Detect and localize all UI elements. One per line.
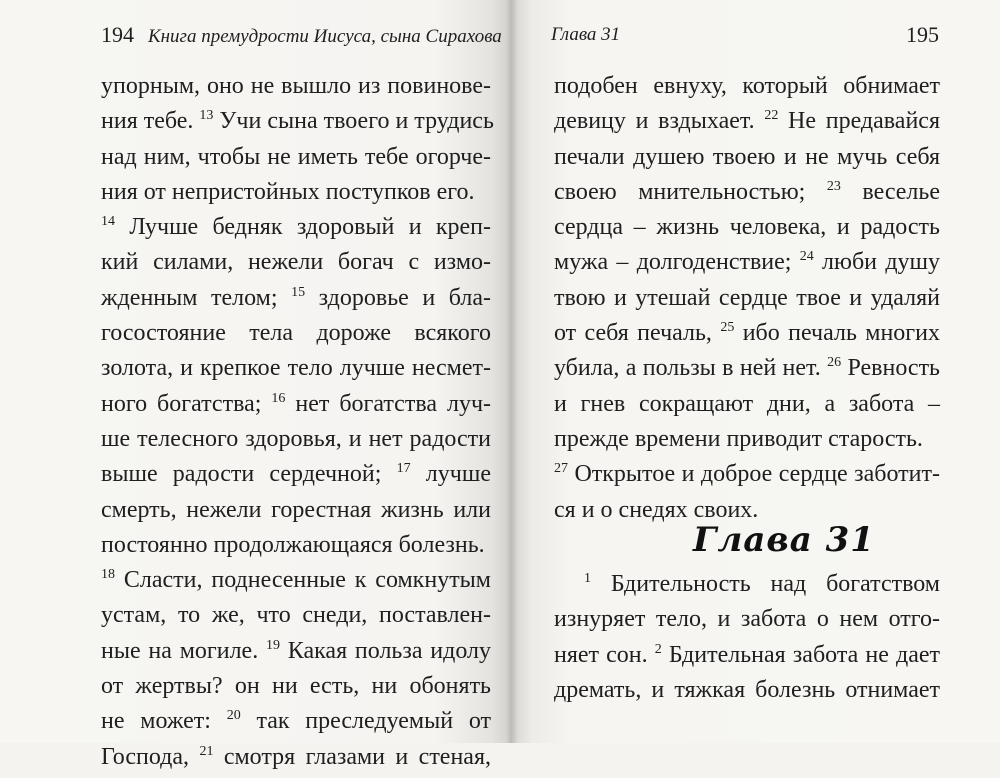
text-span: Сласти, поднесенные к сомкнутым xyxy=(115,567,491,594)
text-span: Бдительная забота не дает xyxy=(661,641,940,668)
text-line xyxy=(101,210,491,245)
text-line xyxy=(101,175,491,210)
right-page-number: 195 xyxy=(906,22,939,47)
text-line xyxy=(101,704,491,739)
text-line xyxy=(101,563,491,598)
text-span: мужа – долгоденствие; xyxy=(554,249,800,276)
verse-number: 22 xyxy=(764,108,779,124)
text-line xyxy=(554,567,940,602)
verse-number: 2 xyxy=(654,641,662,657)
text-line xyxy=(101,69,491,104)
text-line xyxy=(554,210,940,245)
verse-number: 25 xyxy=(720,320,735,336)
text-span: смотря глазами и стеная, xyxy=(213,743,491,770)
text-line xyxy=(554,175,940,210)
text-span: ния тебе. xyxy=(101,108,200,135)
text-line xyxy=(101,351,491,386)
text-span: Ревность xyxy=(841,355,940,382)
text-span: Какая польза идолу xyxy=(280,637,491,664)
left-page-header xyxy=(101,22,502,48)
text-line xyxy=(554,351,940,386)
verse-number: 23 xyxy=(826,178,841,194)
verse-number: 1 xyxy=(584,571,591,586)
verse-number: 21 xyxy=(199,743,214,759)
text-span: смерть, нежели горестная жизнь или xyxy=(101,496,491,523)
text-span: ибо печаль многих xyxy=(734,320,940,347)
text-span: от себя печаль, xyxy=(554,320,721,347)
text-span: Бдительность над богатством xyxy=(591,571,940,597)
verse-number: 14 xyxy=(101,214,115,230)
text-span: ше телесного здоровья, и нет радости xyxy=(101,425,491,452)
text-line xyxy=(101,422,491,457)
text-span: не может: xyxy=(101,708,227,735)
text-span: лучше xyxy=(410,461,491,488)
verse-number: 15 xyxy=(291,284,306,300)
text-line xyxy=(101,316,491,351)
text-span: госостояние тела дороже всякого xyxy=(101,320,491,347)
text-line xyxy=(101,740,491,775)
verse-number: 24 xyxy=(799,249,814,265)
text-line xyxy=(101,281,491,316)
text-span: и гнев сокращают дни, а забота – xyxy=(554,390,940,417)
text-span: упорным, оно не вышло из повинове- xyxy=(101,73,491,99)
text-span: прежде времени приводит старость. xyxy=(554,425,923,452)
text-line xyxy=(101,245,491,280)
text-span: убила, а пользы в ней нет. xyxy=(554,355,828,382)
text-line xyxy=(554,422,940,457)
right-running-title: Глава 31 xyxy=(551,24,621,45)
text-line xyxy=(554,457,940,492)
text-span: подобен евнуху, который обнимает xyxy=(554,73,940,99)
text-span: золота, и крепкое тело лучше несмет- xyxy=(101,355,491,382)
text-span: твою и утешай сердце твое и удаляй xyxy=(554,284,940,311)
verse-number: 27 xyxy=(554,461,568,477)
text-line xyxy=(554,245,940,280)
text-line xyxy=(554,387,940,422)
text-span: ся и о снедях своих. xyxy=(554,496,759,523)
text-line xyxy=(101,634,491,669)
text-span: нет богатства луч- xyxy=(285,390,492,417)
text-span: дремать, и тяжкая болезнь отнимает xyxy=(554,676,940,703)
text-span: так преследуемый от xyxy=(240,708,491,735)
text-span: выше радости сердечной; xyxy=(101,461,397,488)
chapter-text xyxy=(554,567,940,708)
text-span: Не предавайся xyxy=(778,108,940,135)
text-span: люби душу xyxy=(813,249,941,276)
text-span: ные на могиле. xyxy=(101,637,266,664)
text-span: Открытое и доброе сердце заботит- xyxy=(568,461,940,488)
text-span: устам, то же, что снеди, поставлен- xyxy=(101,602,491,629)
text-span: Лучше бедняк здоровый и креп- xyxy=(115,214,491,241)
text-span: ного богатства; xyxy=(101,390,272,417)
text-line xyxy=(101,457,491,492)
text-span: печали душею твоею и не мучь себя xyxy=(554,143,940,170)
text-line xyxy=(101,528,491,563)
text-span: жденным телом; xyxy=(101,284,292,311)
text-span: своею мнительностью; xyxy=(554,178,827,205)
text-span: веселье xyxy=(840,178,940,205)
text-line xyxy=(101,140,491,175)
text-span: ния от непристойных поступков его. xyxy=(101,178,475,205)
chapter-heading: Глава 31 xyxy=(693,520,875,560)
text-span: над ним, чтобы не иметь тебе огорче- xyxy=(101,143,491,170)
text-span: Господа, xyxy=(101,743,200,770)
text-line xyxy=(101,669,491,704)
text-line xyxy=(101,387,491,422)
left-page-text xyxy=(101,69,494,775)
verse-number: 18 xyxy=(101,567,115,583)
left-running-title: Книга премудрости Иисуса, сына Сирахова xyxy=(148,26,502,47)
verse-number: 17 xyxy=(396,461,411,477)
verse-number: 16 xyxy=(271,390,286,406)
verse-number: 19 xyxy=(266,637,280,653)
text-span: изнуряет тело, и забота о нем отго- xyxy=(554,606,940,633)
text-line xyxy=(554,104,940,139)
text-line xyxy=(554,638,940,673)
text-span: постоянно продолжающаяся болезнь. xyxy=(101,531,485,558)
text-line xyxy=(554,69,940,104)
text-span: девицу и вздыхает. xyxy=(554,108,765,135)
left-page-number: 194 xyxy=(101,22,134,47)
text-line xyxy=(101,104,494,139)
text-span: сердца – жизнь человека, и радость xyxy=(554,214,940,241)
text-line xyxy=(554,673,940,708)
text-span: здоровье и бла- xyxy=(305,284,492,311)
text-line xyxy=(101,493,491,528)
text-span: Учи сына твоего и трудись xyxy=(213,108,494,135)
text-line xyxy=(554,602,940,637)
text-line xyxy=(101,598,491,633)
text-span: от жертвы? он ни есть, ни обонять xyxy=(101,673,491,700)
text-line xyxy=(554,316,940,351)
verse-number: 20 xyxy=(226,708,241,724)
verse-number: 26 xyxy=(827,355,842,371)
text-span: няет сон. xyxy=(554,641,655,668)
text-line xyxy=(554,140,940,175)
text-span: кий силами, нежели богач с измо- xyxy=(101,249,491,276)
book-gutter xyxy=(506,0,518,743)
text-line xyxy=(554,281,940,316)
right-page-text xyxy=(554,69,940,528)
verse-number: 13 xyxy=(199,108,214,124)
